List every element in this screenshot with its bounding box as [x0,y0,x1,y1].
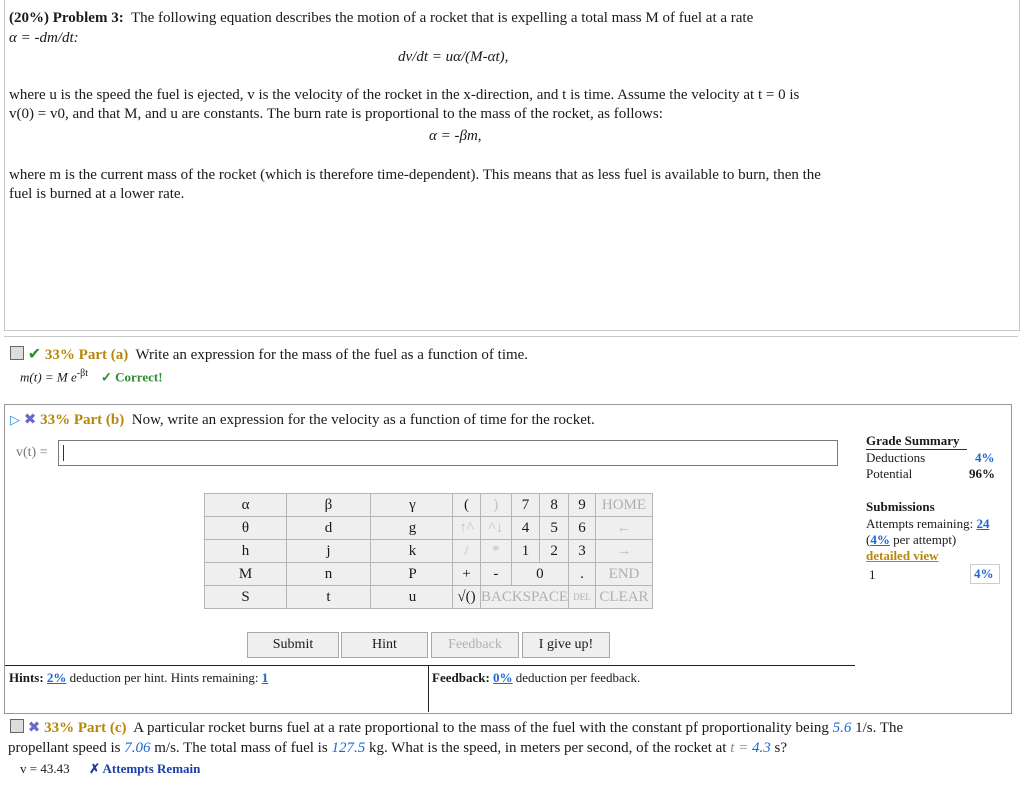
submissions-title: Submissions [866,499,935,514]
part-c-text-2c: kg. What is the speed, in meters per second, of the rocket at [368,740,727,756]
deductions-label: Deductions [866,450,926,465]
key-5[interactable]: 5 [540,517,569,540]
key-3[interactable]: 3 [568,540,595,563]
key-open-paren[interactable]: ( [453,494,481,517]
attempts-row [866,516,989,532]
part-c-t-eq: t = [730,740,753,756]
part-c-line-2 [8,738,787,758]
per-attempt-pct[interactable]: 4% [870,532,890,547]
hints-feedback-separator [428,665,429,712]
feedback-label: Feedback: [432,670,490,685]
part-b-text: Now, write an expression for the velocity as a function of time for the rocket. [131,412,595,428]
give-up-button[interactable]: I give up! [522,632,610,658]
part-a-answer [20,368,163,385]
paragraph-3-line-1: where m is the current mass of the rocket (which is therefore time-dependent). This means that as less fuel is available to burn, then the [9,167,821,183]
key-alpha[interactable]: α [205,494,287,517]
part-c-answer-row [20,761,200,777]
number-keypad [452,493,653,609]
key-up[interactable]: ↑^ [453,517,481,540]
part-c-text-2a: propellant speed is [8,740,121,756]
key-left-arrow[interactable]: ← [595,517,652,540]
part-c-text-2b: m/s. The total mass of fuel is [154,740,328,756]
problem-label: (20%) Problem 3: [9,10,124,26]
key-right-arrow[interactable]: → [595,540,652,563]
key-2[interactable]: 2 [540,540,569,563]
part-a-text: Write an expression for the mass of the fuel as a function of time. [135,347,529,363]
key-g[interactable]: g [371,517,455,540]
key-h[interactable]: h [205,540,287,563]
paragraph-3-line-2: fuel is burned at a lower rate. [9,186,185,202]
key-S[interactable]: S [205,586,287,609]
letter-keypad [204,493,455,609]
key-end[interactable]: END [595,563,652,586]
key-sqrt[interactable]: √() [453,586,481,609]
key-6[interactable]: 6 [568,517,595,540]
key-minus[interactable]: - [481,563,512,586]
part-c-u-val: 7.06 [124,740,151,756]
key-backspace[interactable]: BACKSPACE [481,586,569,609]
key-clear[interactable]: CLEAR [595,586,652,609]
part-c-t-val: 4.3 [752,740,771,756]
equation-2: α = -βm, [429,128,482,144]
key-n[interactable]: n [287,563,371,586]
answer-input[interactable] [58,440,838,466]
attempts-label: Attempts remaining: [866,516,974,531]
collapse-icon-c[interactable] [10,719,24,733]
key-8[interactable]: 8 [540,494,569,517]
part-c-text-1: A particular rocket burns fuel at a rate proportional to the mass of the fuel with the constant pf proportionality being [133,720,829,736]
feedback-deduction-pct[interactable]: 0% [493,670,513,685]
part-c-header[interactable] [10,718,903,738]
part-c-m-val: 127.5 [331,740,366,756]
part-a-status: ✓ Correct! [100,369,163,385]
key-gamma[interactable]: γ [371,494,455,517]
x-mark-icon: ✖ [23,412,37,428]
submission-row-cell [970,564,1000,584]
key-0[interactable]: 0 [511,563,568,586]
divider [4,336,1018,337]
text-caret [63,445,64,461]
check-icon: ✔ [27,346,42,363]
key-del[interactable]: DEL [568,586,595,609]
part-c-unit-1: 1/s. The [855,720,904,736]
feedback-text: deduction per feedback. [515,670,641,685]
part-a-header[interactable] [10,345,528,365]
submission-row-number: 1 [869,567,876,582]
part-c-answer: v = 43.43 [20,761,70,776]
key-1[interactable]: 1 [511,540,540,563]
key-d[interactable]: d [287,517,371,540]
expand-arrow-icon[interactable]: ▷ [10,412,20,427]
key-t[interactable]: t [287,586,371,609]
collapse-icon[interactable] [10,346,24,360]
per-attempt-text: per attempt) [893,532,957,547]
key-close-paren[interactable]: ) [481,494,512,517]
key-plus[interactable]: + [453,563,481,586]
feedback-button[interactable]: Feedback [431,632,519,658]
hints-divider [5,665,855,666]
paragraph-2-line-1: where u is the speed the fuel is ejected, v is the velocity of the rocket in the x-direction, and t is time. Assume the velocity at t = 0 is [9,87,800,103]
key-P[interactable]: P [371,563,455,586]
key-home[interactable]: HOME [595,494,652,517]
hints-row [9,670,268,686]
key-dot[interactable]: . [568,563,595,586]
key-4[interactable]: 4 [511,517,540,540]
hints-text: deduction per hint. Hints remaining: [69,670,259,685]
hint-deduction-pct[interactable]: 2% [46,670,67,685]
part-c-text-2d: s? [774,740,788,756]
per-attempt-row: (4% per attempt) [866,532,957,547]
x-mark-icon-c: ✖ [27,720,41,736]
potential-value: 96% [969,466,995,481]
problem-intro-line [9,8,753,28]
key-theta[interactable]: θ [205,517,287,540]
part-c-pct: 33% Part (c) [44,720,127,736]
deductions-value: 4% [975,450,995,465]
equation-1: dv/dt = uα/(M-αt), [398,49,509,65]
key-9[interactable]: 9 [568,494,595,517]
key-multiply[interactable]: * [481,540,512,563]
submission-row-value: 4% [974,566,994,581]
detailed-view-link[interactable]: detailed view [866,548,939,563]
key-u[interactable]: u [371,586,455,609]
grade-summary-title: Grade Summary [866,433,960,448]
problem-intro: The following equation describes the motion of a rocket that is expelling a total mass M of fuel at a rate [130,10,754,26]
key-k[interactable]: k [371,540,455,563]
key-divide[interactable]: / [453,540,481,563]
rate-definition: α = -dm/dt: [9,30,79,46]
feedback-row [432,670,640,686]
paragraph-2-line-2: v(0) = v0, and that M, and u are constants. The burn rate is proportional to the mass of the rocket, as follows: [9,106,663,122]
attempts-value[interactable]: 24 [976,516,990,531]
hints-label: Hints: [9,670,44,685]
hints-remaining[interactable]: 1 [261,670,269,685]
potential-label: Potential [866,466,913,481]
part-b-pct: 33% Part (b) [40,412,125,428]
part-c-status: ✗ Attempts Remain [89,761,201,776]
key-j[interactable]: j [287,540,371,563]
part-a-answer-lhs: m(t) = M e [20,369,77,385]
key-beta[interactable]: β [287,494,371,517]
submit-button[interactable]: Submit [247,632,339,658]
part-b-header[interactable] [10,410,595,430]
key-7[interactable]: 7 [511,494,540,517]
part-a-pct: 33% Part (a) [44,347,129,363]
part-a-answer-exp: -βt [76,368,88,379]
part-c-beta: 5.6 [832,720,852,736]
part-b-input-label: v(t) = [16,445,48,460]
key-M[interactable]: M [205,563,287,586]
key-down[interactable]: ^↓ [481,517,512,540]
hint-button[interactable]: Hint [341,632,428,658]
